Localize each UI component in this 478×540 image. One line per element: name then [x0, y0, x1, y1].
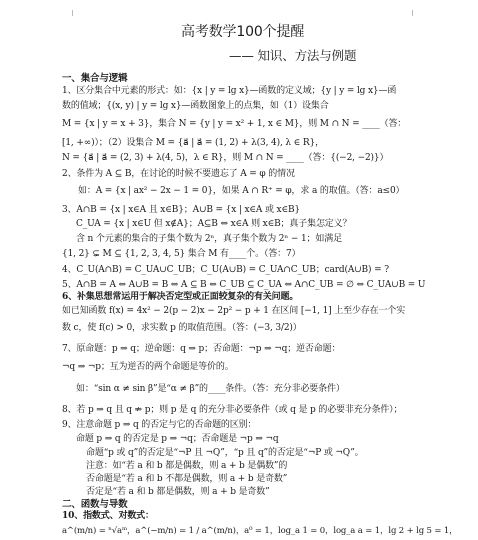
text-line: C_UA = {x | x∈U 但 x∉A}；A⊆B ⇔ x∈A 则 x∈B；真子集怎定义？ — [76, 219, 352, 229]
text-line: [1, +∞)）；（2）设集合 M = {a⃗ | a⃗ = (1, 2) + λ(3, 4), λ ∈ R}， — [62, 138, 324, 148]
text-line: 5、A∩B = A ⇔ A∪B = B ⇔ A ⊆ B ⇔ C_UB ⊆ C_UA ⇔ A∩C_UB = ∅ ⇔ C_UA∪B = U — [62, 280, 426, 290]
text-line: 否命题是“若 a 和 b 不都是偶数，则 a + b 是奇数” — [86, 474, 288, 484]
page-title: 高考数学100个提醒 — [181, 24, 305, 40]
section-heading-sets-logic: 一、集合与逻辑 — [62, 73, 128, 84]
text-line: 1、区分集合中元素的形式：如：{x | y = lg x}—函数的定义域；{y | y = lg x}—函 — [62, 86, 397, 96]
text-line: 命题“p 或 q”的否定是“¬P 且 ¬Q”，“p 且 q”的否定是“¬P 或 ¬Q”。 — [86, 448, 364, 458]
text-line: 含 n 个元素的集合的子集个数为 2ⁿ，真子集个数为 2ⁿ − 1；如满足 — [76, 234, 342, 244]
text-line: 3、A∩B = {x | x∈A 且 x∈B}；A∪B = {x | x∈A 或 x∈B} — [62, 205, 300, 215]
text-line: 如：“sin α ≠ sin β”是“α ≠ β”的____条件。（答：充分非必要条件） — [76, 384, 345, 394]
text-line: 9、注意命题 p ⇒ q 的否定与它的否命题的区别： — [62, 420, 257, 430]
text-line: 7、原命题：p ⇒ q；逆命题：q ⇒ p；否命题：¬p ⇒ ¬q；逆否命题： — [62, 344, 341, 354]
text-line: 数的值域；{(x, y) | y = lg x}—函数图象上的点集，如（1）设集合 — [62, 101, 329, 111]
text-line: 2、条件为 A ⊆ B，在讨论的时候不要遗忘了 A = φ 的情况 — [62, 169, 295, 179]
text-line: {1, 2} ⊊ M ⊆ {1, 2, 3, 4, 5} 集合 M 有____个。（答：7） — [62, 249, 301, 259]
text-line: 6、补集思想常运用于解决否定型或正面较复杂的有关问题。 — [62, 292, 299, 302]
text-line: 注意：如“若 a 和 b 都是偶数，则 a + b 是偶数”的 — [86, 461, 288, 471]
text-line: 4、C_U(A∩B) = C_UA∪C_UB；C_U(A∪B) = C_UA∩C_UB；card(A∪B) = ? — [62, 265, 389, 275]
text-line: 10、指数式、对数式： — [62, 511, 154, 521]
text-line: 如：A = {x | ax² − 2x − 1 = 0}，如果 A ∩ R⁺ = φ，求 a 的取值。（答：a≤0） — [78, 186, 405, 196]
text-line: a^(m/n) = ⁿ√aᵐ，a^(−m/n) = 1 / a^(m/n)，a⁰ = 1，log_a 1 = 0，log_a a = 1，lg 2 + lg 5 = 1， — [62, 526, 458, 536]
text-line: N = {a⃗ | a⃗ = (2, 3) + λ(4, 5)，λ ∈ R}，则 M ∩ N = ____（答：{(−2, −2)}） — [62, 153, 389, 163]
page-subtitle: —— 知识、方法与例题 — [229, 48, 357, 63]
crop-mark-right — [412, 10, 413, 16]
text-line: 8、若 p ⇒ q 且 q ⇏ p；则 p 是 q 的充分非必要条件（或 q 是 p 的必要非充分条件）； — [62, 405, 403, 415]
text-line: M = {x | y = x + 3}，集合 N = {y | y = x² + 1, x ∈ M}，则 M ∩ N = ____（答： — [62, 119, 407, 129]
text-line: 命题 p ⇒ q 的否定是 p ⇒ ¬q；否命题是 ¬p ⇒ ¬q — [76, 434, 279, 444]
crop-mark-left — [72, 10, 73, 16]
text-line: ¬q ⇒ ¬p；互为逆否的两个命题是等价的。 — [62, 362, 234, 372]
section-heading-functions-derivatives: 二、函数与导数 — [62, 499, 128, 510]
text-line: 否定是“若 a 和 b 都是偶数，则 a + b 是奇数” — [86, 487, 270, 497]
text-line: 数 c，使 f(c) > 0，求实数 p 的取值范围。（答：(−3, 3/2)） — [62, 323, 302, 333]
text-line: 如已知函数 f(x) = 4x² − 2(p − 2)x − 2p² − p + 1 在区间 [−1, 1] 上至少存在一个实 — [62, 306, 406, 316]
